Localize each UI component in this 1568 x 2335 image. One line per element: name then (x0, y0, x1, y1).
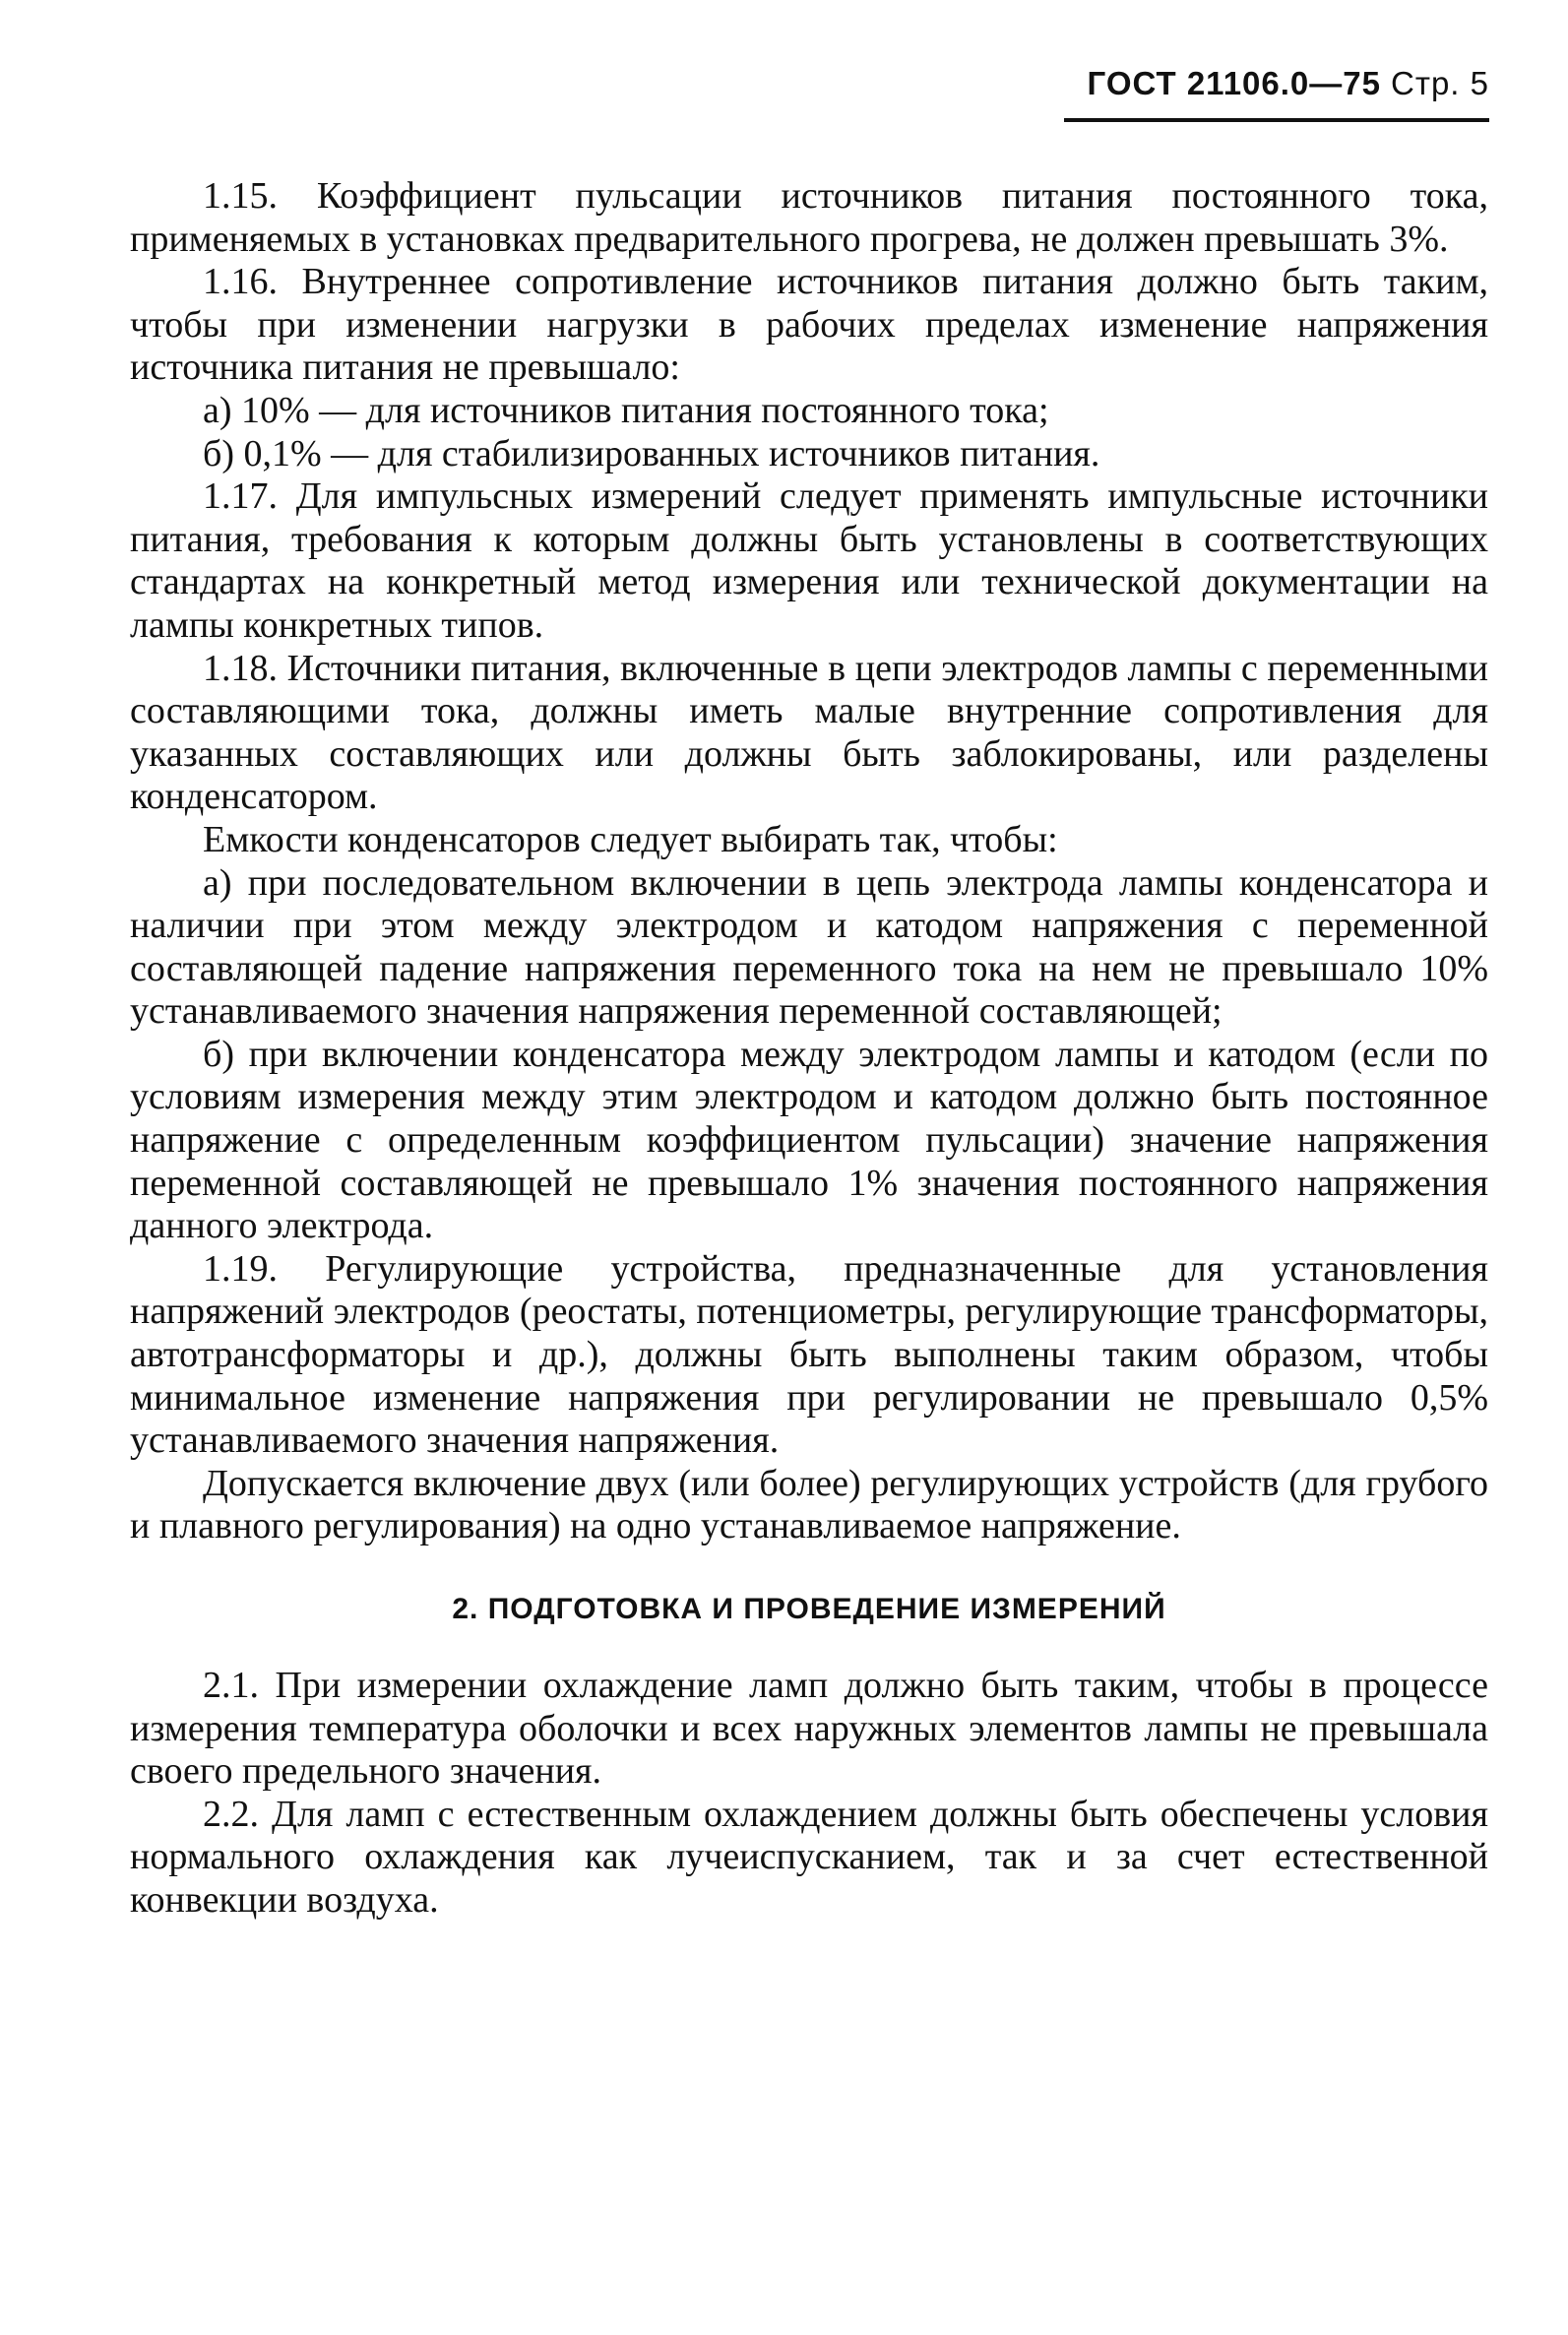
document-code: ГОСТ 21106.0—75 (1087, 65, 1381, 101)
clause-2-2: 2.2. Для ламп с естественным охлаждением должны быть обеспечены условия нормального охлаждения как лучеиспусканием, так и за счет естественной конвекции воздуха. (130, 1793, 1488, 1921)
page-number: Стр. 5 (1391, 65, 1489, 101)
clause-1-19-note: Допускается включение двух (или более) регулирующих устройств (для грубого и плавного регулирования) на одно устанавливаемое напряжение. (130, 1462, 1488, 1547)
page-header (1088, 65, 1489, 102)
clause-1-16: 1.16. Внутреннее сопротивление источников питания должно быть таким, чтобы при изменении нагрузки в рабочих пределах изменение напряжения источника питания не превышало: (130, 261, 1488, 389)
clause-1-19: 1.19. Регулирующие устройства, предназначенные для установления напряжений электродов (реостаты, потенциометры, регулирующие трансформаторы, автотрансформаторы и др.), должны быть выполнены таким образом, чтобы минимальное изменение напряжения при регулировании не превышало 0,5% устанавливаемого значения напряжения. (130, 1247, 1488, 1462)
clause-1-17: 1.17. Для импульсных измерений следует применять импульсные источники питания, требования к которым должны быть установлены в соответствующих стандартах на конкретный метод измерения или технической документации на лампы конкретных типов. (130, 475, 1488, 646)
section-2-title: 2. ПОДГОТОВКА И ПРОВЕДЕНИЕ ИЗМЕРЕНИЙ (452, 1593, 1166, 1625)
header-rule (1064, 118, 1489, 122)
clause-1-18: 1.18. Источники питания, включенные в цепи электродов лампы с переменными составляющими тока, должны иметь малые внутренние сопротивления для указанных составляющих или должны быть заблокированы, или разделены конденсатором. (130, 647, 1488, 818)
clause-2-1: 2.1. При измерении охлаждение ламп должно быть таким, чтобы в процессе измерения температура оболочки и всех наружных элементов лампы не превышала своего предельного значения. (130, 1665, 1488, 1793)
clause-1-16-item-a: а) 10% — для источников питания постоянного тока; (203, 389, 1049, 431)
clause-1-18-item-a: а) при последовательном включении в цепь электрода лампы конденсатора и наличии при этом между электродом и катодом напряжения с переменной составляющей падение напряжения переменного тока на нем не превышало 10% устанавливаемого значения напряжения переменной составляющей; (130, 861, 1488, 1033)
clause-1-15: 1.15. Коэффициент пульсации источников питания постоянного тока, применяемых в установках предварительного прогрева, не должен превышать 3%. (130, 175, 1488, 260)
clause-1-16-item-b: б) 0,1% — для стабилизированных источников питания. (203, 432, 1100, 474)
document-body (130, 175, 1488, 1923)
clause-1-18-capacitors: Емкости конденсаторов следует выбирать так, чтобы: (203, 818, 1058, 860)
clause-1-18-item-b: б) при включении конденсатора между электродом лампы и катодом (если по условиям измерения между этим электродом и катодом должно быть постоянное напряжение с определенным коэффициентом пульсации) значение напряжения переменной составляющей не превышало 1% значения постоянного напряжения данного электрода. (130, 1033, 1488, 1247)
